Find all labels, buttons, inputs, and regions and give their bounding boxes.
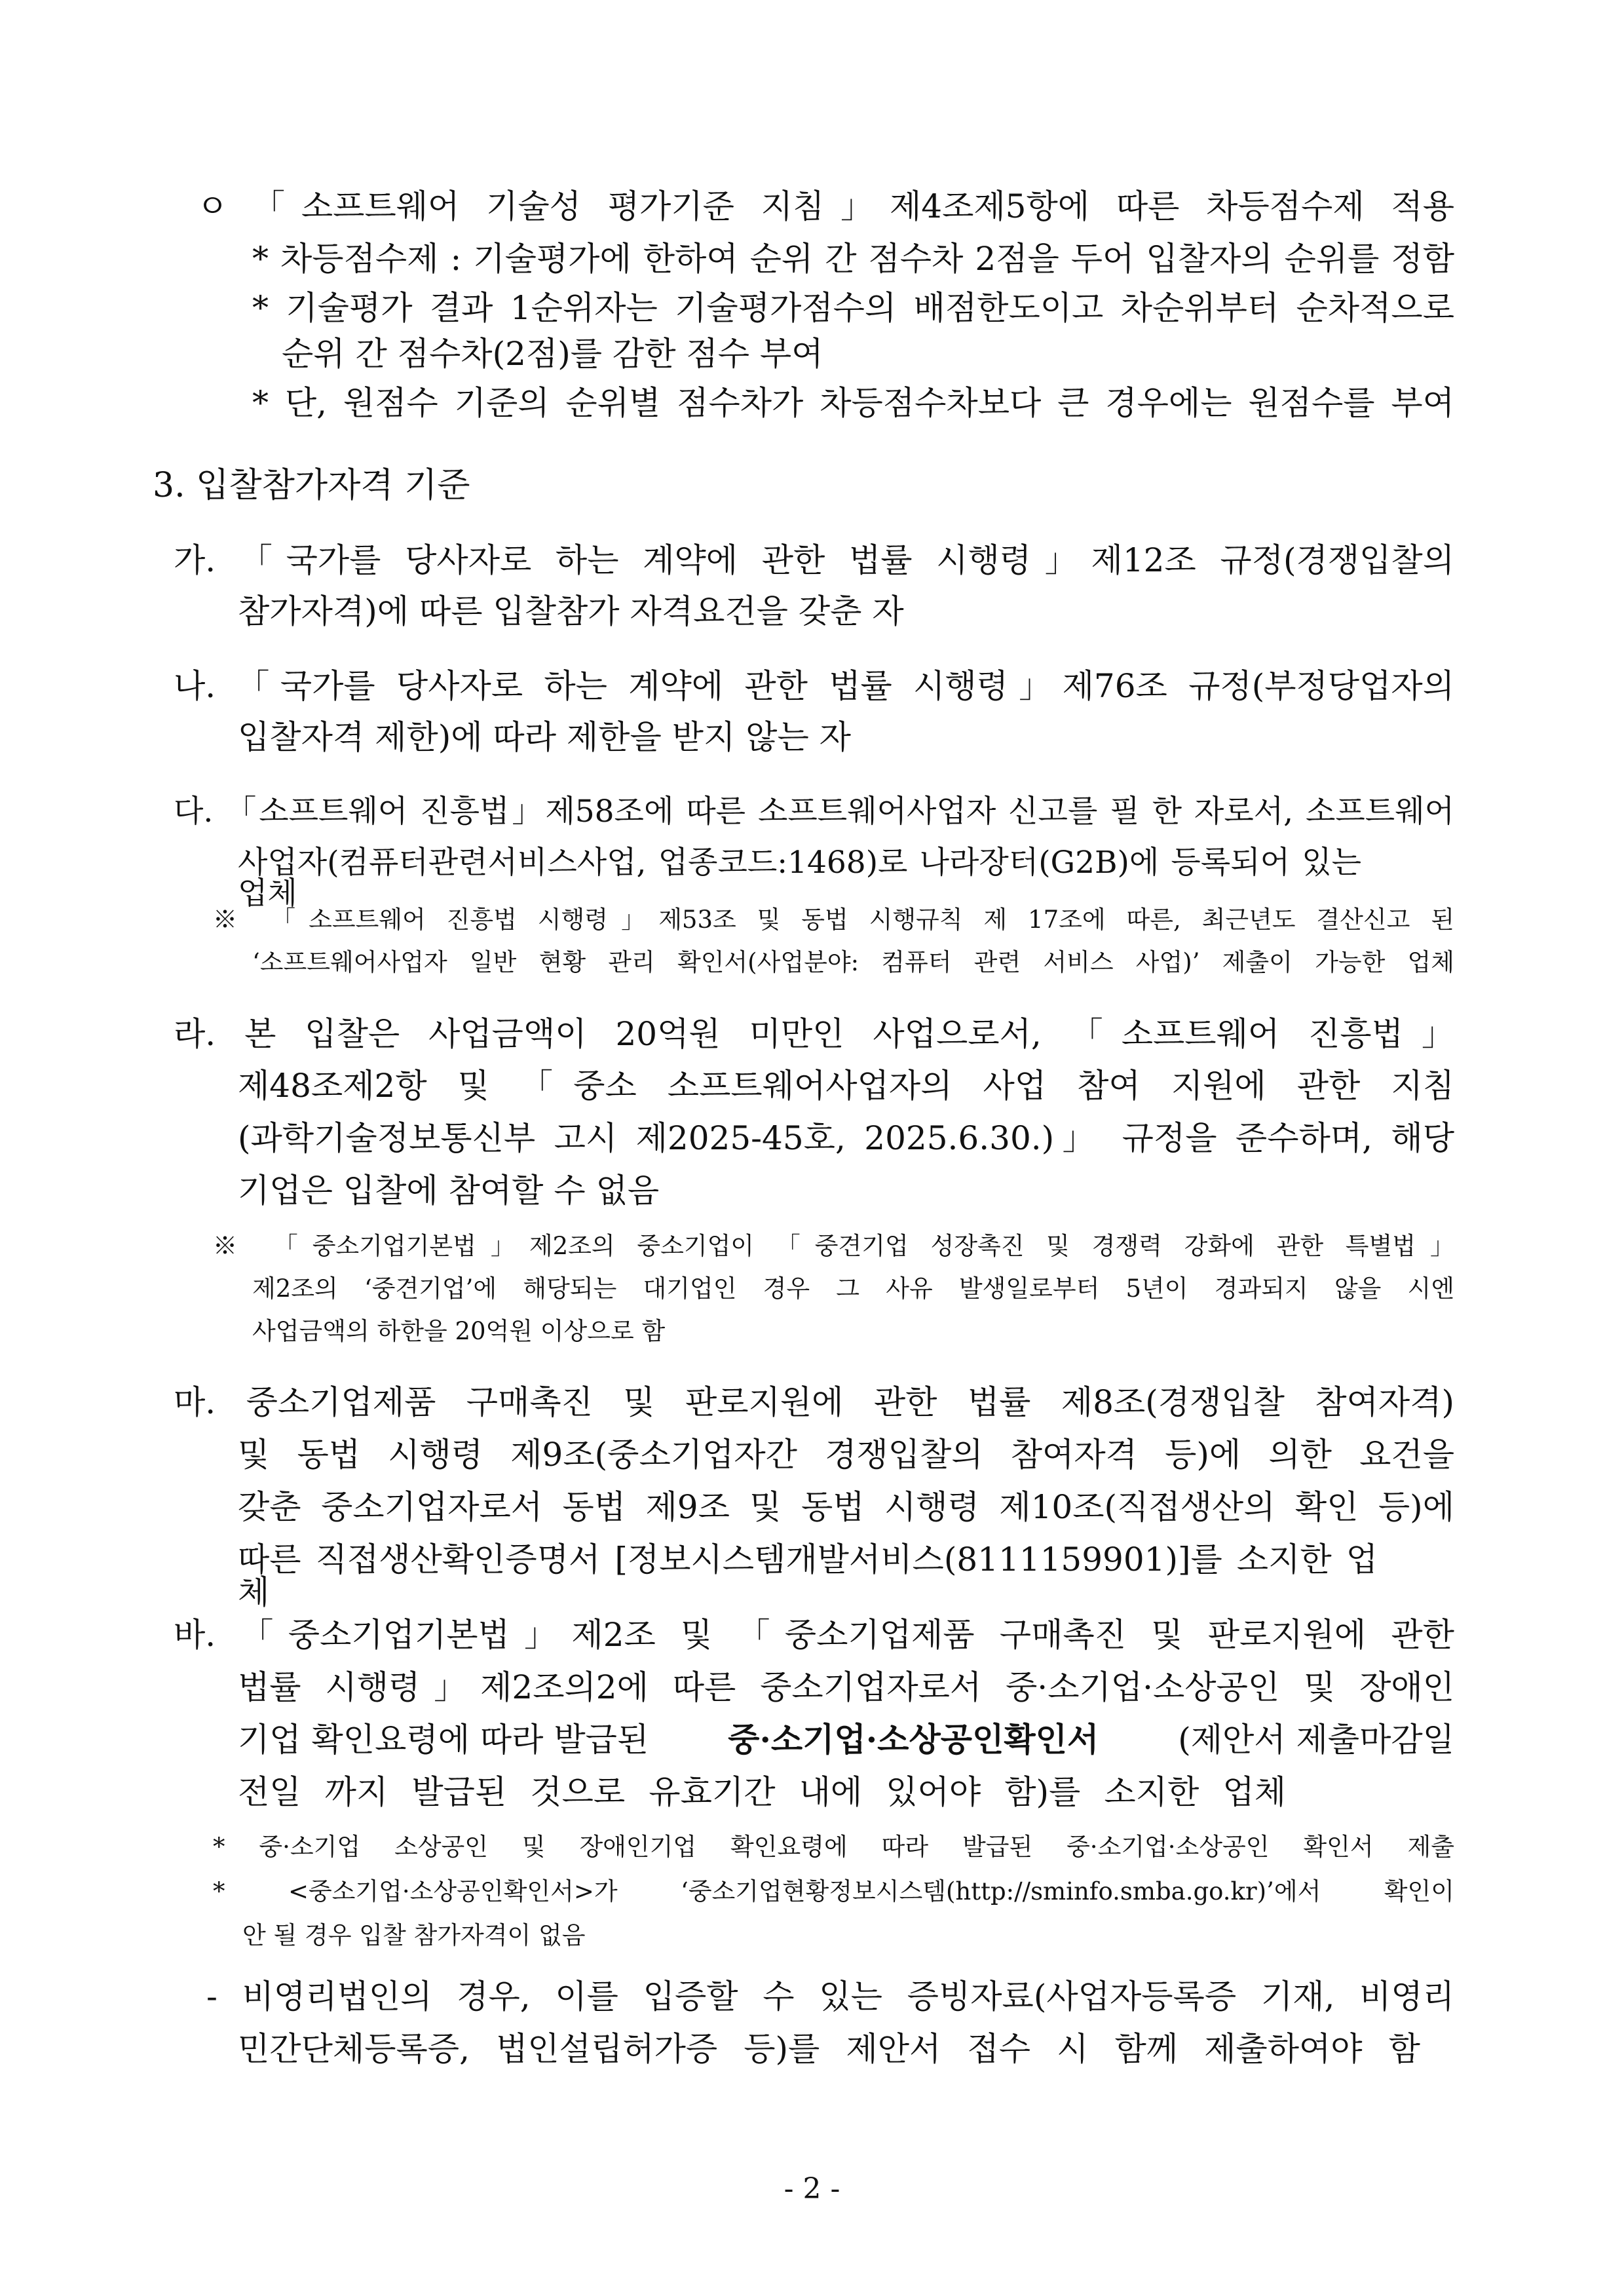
nonprofit-line: 민간단체등록증, 법인설립허가증 등)를 제안서 접수 시 함께 제출하여야 함 — [238, 2030, 1420, 2068]
item-ra-line: 제48조제2항 및 「중소 소프트웨어사업자의 사업 참여 지원에 관한 지침 — [238, 1067, 1454, 1105]
item-ma-line: 따른 직접생산확인증명서 [정보시스템개발서비스(8111159901)]를 소지한 업체 — [238, 1540, 1378, 1611]
item-na-line: 입찰자격 제한)에 따라 제한을 받지 않는 자 — [238, 718, 851, 756]
item-ma-line: 마. 중소기업제품 구매촉진 및 판로지원에 관한 법률 제8조(경쟁입찰 참여자격) — [174, 1383, 1454, 1421]
item-da-line: 다. 「소프트웨어 진흥법」제58조에 따른 소프트웨어사업자 신고를 필 한 자로서, 소프트웨어 — [174, 794, 1454, 830]
item-da-line: 사업자(컴퓨터관련서비스사업, 업종코드:1468)로 나라장터(G2B)에 등록되어 있는 업체 — [238, 845, 1361, 911]
item-ba-line: 바. 「중소기업기본법」제2조 및 「중소기업제품 구매촉진 및 판로지원에 관한 — [174, 1616, 1454, 1654]
item-ra-line: 라. 본 입찰은 사업금액이 20억원 미만인 사업으로서, 「소프트웨어 진흥법」 — [174, 1015, 1454, 1053]
item-ba-text: (제안서 제출마감일 — [1178, 1721, 1454, 1759]
item-ba-text: 기업 확인요령에 따라 발급된 — [238, 1721, 649, 1759]
bullet-text: 「소프트웨어 기술성 평가기준 지침」제4조제5항에 따른 차등점수제 적용 — [252, 187, 1454, 225]
nonprofit-line: - 비영리법인의 경우, 이를 입증할 수 있는 증빙자료(사업자등록증 기재, 비영리 — [206, 1978, 1454, 2016]
item-ra-note: 사업금액의 하한을 20억원 이상으로 함 — [252, 1317, 666, 1345]
item-da-note: ‘소프트웨어사업자 일반 현황 관리 확인서(사업분야: 컴퓨터 관련 서비스 사업)’ 제출이 가능한 업체 — [252, 948, 1454, 976]
note-line: * 단, 원점수 기준의 순위별 점수차가 차등점수차보다 큰 경우에는 원점수를 부여 — [252, 384, 1454, 422]
item-ba-line: 전일 까지 발급된 것으로 유효기간 내에 있어야 함)를 소지한 업체 — [238, 1773, 1286, 1811]
item-ba-line: 법률 시행령」제2조의2에 따른 중소기업자로서 중·소기업·소상공인 및 장애인 — [238, 1668, 1454, 1706]
item-ra-note: 제2조의 ‘중견기업’에 해당되는 대기업인 경우 그 사유 발생일로부터 5년이 경과되지 않을 시엔 — [252, 1274, 1454, 1303]
item-ba-note: * <중소기업·소상공인확인서>가 ‘중소기업현황정보시스템(http://sminfo.smba.go.kr)’에서 확인이 — [213, 1877, 1454, 1905]
item-ga-line: 참가자격)에 따른 입찰참가 자격요건을 갖춘 자 — [238, 592, 904, 630]
item-ra-line: 기업은 입찰에 참여할 수 없음 — [238, 1172, 660, 1210]
page-number: - 2 - — [784, 2172, 840, 2206]
section-heading: 3. 입찰참가자격 기준 — [153, 466, 470, 505]
item-na-line: 나. 「국가를 당사자로 하는 계약에 관한 법률 시행령」제76조 규정(부정당업자의 — [174, 667, 1454, 705]
item-ba-note: 안 될 경우 입찰 참가자격이 없음 — [242, 1921, 586, 1949]
item-ma-line: 및 동법 시행령 제9조(중소기업자간 경쟁입찰의 참여자격 등)에 의한 요건을 — [238, 1436, 1454, 1474]
item-ga-line: 가. 「국가를 당사자로 하는 계약에 관한 법률 시행령」제12조 규정(경쟁입찰의 — [174, 541, 1454, 579]
item-da-note: ※ 「소프트웨어 진흥법 시행령」제53조 및 동법 시행규칙 제 17조에 따른, 최근년도 결산신고 된 — [213, 906, 1454, 934]
note-line: * 차등점수제 : 기술평가에 한하여 순위 간 점수차 2점을 두어 입찰자의 순위를 정함 — [252, 240, 1454, 278]
item-ba-note: * 중·소기업 소상공인 및 장애인기업 확인요령에 따라 발급된 중·소기업·소상공인 확인서 제출 — [213, 1833, 1454, 1861]
note-line: 순위 간 점수차(2점)를 감한 점수 부여 — [282, 335, 823, 373]
note-line: * 기술평가 결과 1순위자는 기술평가점수의 배점한도이고 차순위부터 순차적으로 — [252, 289, 1454, 327]
item-ma-line: 갖춘 중소기업자로서 동법 제9조 및 동법 시행령 제10조(직접생산의 확인 등)에 — [238, 1488, 1454, 1526]
bullet-marker: ㅇ — [197, 187, 229, 225]
item-ra-note: ※ 「중소기업기본법」제2조의 중소기업이 「중견기업 성장촉진 및 경쟁력 강화에 관한 특별법」 — [213, 1232, 1455, 1260]
item-ra-line: (과학기술정보통신부 고시 제2025-45호, 2025.6.30.)」 규정을 준수하며, 해당 — [238, 1119, 1454, 1157]
item-ba-line — [238, 1720, 1454, 1759]
item-ba-bold-certificate: 중·소기업·소상공인확인서 — [728, 1720, 1099, 1759]
